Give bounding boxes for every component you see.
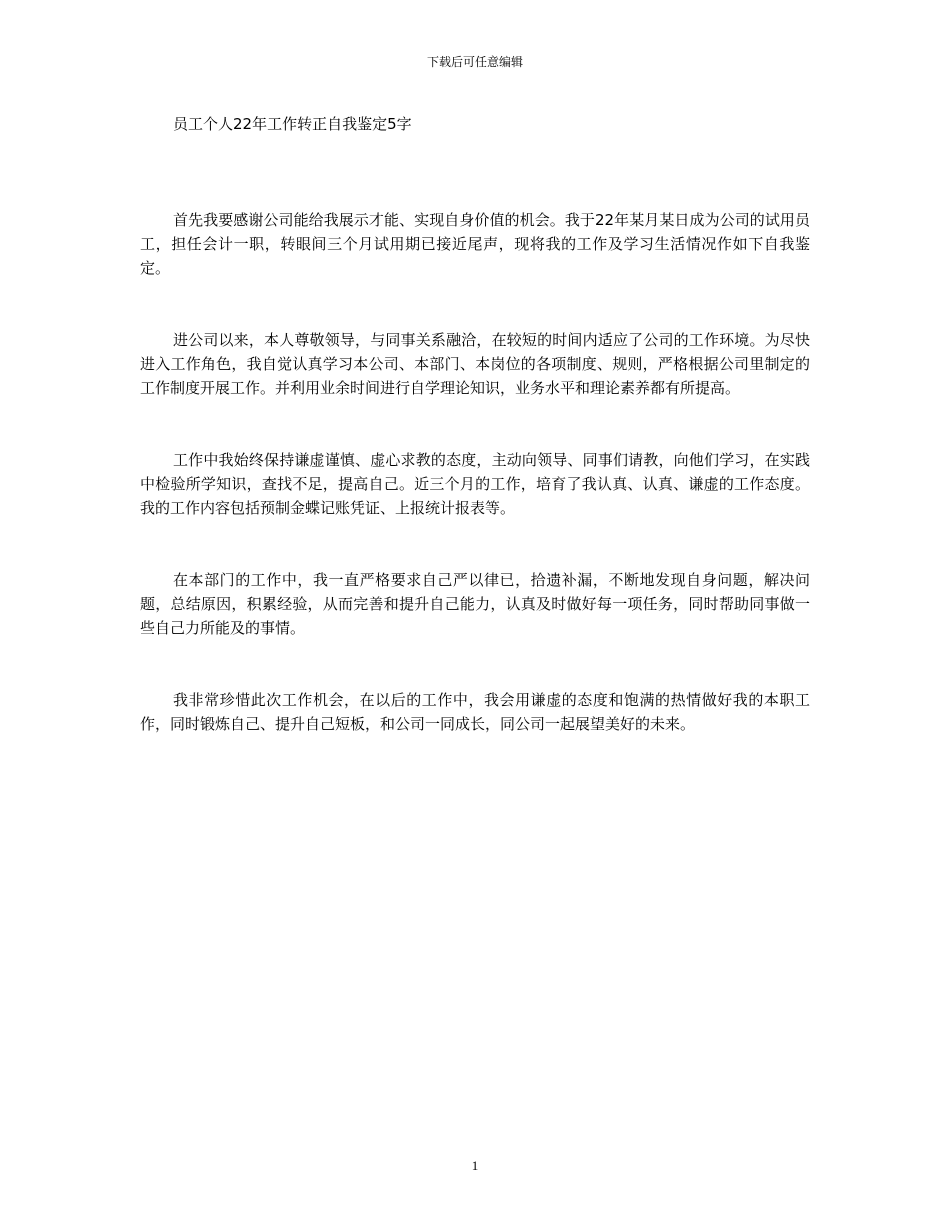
paragraph-2: 进公司以来，本人尊敬领导，与同事关系融洽，在较短的时间内适应了公司的工作环境。为尽快进入工作角色，我自觉认真学习本公司、本部门、本岗位的各项制度、规则，严格根据公司里制定的工作制度开展工作。并利用业余时间进行自学理论知识，业务水平和理论素养都有所提高。 xyxy=(140,331,810,397)
paragraph-4: 在本部门的工作中，我一直严格要求自己严以律已，拾遗补漏，不断地发现自身问题，解决问题，总结原因，积累经验，从而完善和提升自己能力，认真及时做好每一项任务，同时帮助同事做一些自己力所能及的事情。 xyxy=(140,571,810,637)
paragraph-3: 工作中我始终保持谦虚谨慎、虚心求教的态度，主动向领导、同事们请教，向他们学习，在实践中检验所学知识，查找不足，提高自己。近三个月的工作，培育了我认真、认真、谦虚的工作态度。我的工作内容包括预制金蝶记账凭证、上报统计报表等。 xyxy=(140,451,810,517)
document-title: 员工个人22年工作转正自我鉴定5字 xyxy=(173,115,412,133)
document-body xyxy=(140,112,810,736)
paragraph-1: 首先我要感谢公司能给我展示才能、实现自身价值的机会。我于22年某月某日成为公司的试用员工，担任会计一职，转眼间三个月试用期已接近尾声，现将我的工作及学习生活情况作如下自我鉴定。 xyxy=(140,211,810,277)
page-header: 下载后可任意编辑 xyxy=(426,55,523,69)
page-number: 1 xyxy=(471,1158,479,1173)
paragraph-5: 我非常珍惜此次工作机会，在以后的工作中，我会用谦虚的态度和饱满的热情做好我的本职工作，同时锻炼自己、提升自己短板，和公司一同成长，同公司一起展望美好的未来。 xyxy=(140,691,810,733)
